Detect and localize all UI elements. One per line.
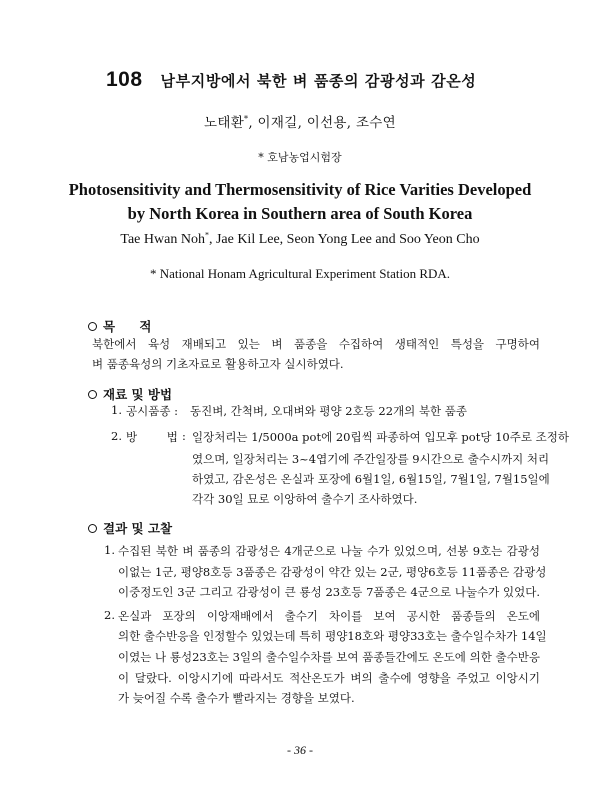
results-item-2-line-4: 이 달랐다. 이앙시기에 따라서도 적산온도가 벼의 출수에 영향을 주었고 이앙시기 (118, 671, 540, 685)
english-other-authors: , Jae Kil Lee, Seon Yong Lee and Soo Yeon Cho (208, 232, 480, 247)
korean-author-mark: * (244, 114, 249, 124)
methods-item-2-line-4: 각각 30일 묘로 이앙하여 출수기 조사하였다. (192, 492, 418, 506)
abstract-number: 108 (106, 68, 143, 91)
results-item-2-line-2: 의한 출수반응을 인정할수 있었는데 특히 평양18호와 평양33호는 출수일수차가 14일 (118, 629, 547, 643)
methods-item-1-number: 1. (111, 403, 122, 417)
english-title-line-2: by North Korea in Southern area of South Korea (127, 204, 473, 223)
results-item-2-line-5: 가 늦어질 수록 출수가 빨라지는 경향을 보였다. (118, 691, 355, 705)
english-first-author: Tae Hwan Noh (120, 232, 205, 247)
korean-affiliation: * 호남농업시험장 (258, 151, 342, 164)
purpose-heading-text: 목 적 (103, 319, 162, 334)
english-title-line-1: Photosensitivity and Thermosensitivity of Rice Varities Developed (68, 180, 532, 199)
korean-authors (0, 111, 600, 131)
methods-item-2-label: 방 법 (126, 430, 178, 444)
methods-heading (88, 385, 172, 403)
english-affiliation: * National Honam Agricultural Experiment Station RDA. (149, 266, 451, 281)
results-item-2-line-3: 이였는 나 룡성23호는 3일의 출수일수차를 보여 품종들간에도 온도에 의한 출수반응 (118, 650, 540, 664)
methods-item-1-label: 공시품종 : (126, 404, 178, 418)
english-authors (0, 232, 600, 248)
methods-item-2-line-1: 일장처리는 1/5000a pot에 20립씩 파종하여 입모후 pot당 10주로 조정하 (192, 430, 569, 444)
purpose-heading (88, 317, 162, 335)
results-item-1-number: 1. (104, 543, 115, 557)
circle-bullet-icon (88, 390, 97, 399)
results-item-1-line-1: 수집된 북한 벼 품종의 감광성은 4개군으로 나눌 수가 있었으며, 선봉 9호는 감광성 (118, 544, 540, 558)
page-number: - 36 - (287, 743, 313, 757)
purpose-line-2: 벼 품종육성의 기초자료로 활용하고자 실시하였다. (92, 357, 344, 371)
results-item-2-line-1: 온실과 포장의 이앙재배에서 출수기 차이를 보여 공시한 품종들의 온도에 (118, 609, 540, 623)
methods-item-1-text: 동진벼, 간척벼, 오대벼와 평양 2호등 22개의 북한 품종 (190, 404, 468, 418)
title-row (106, 68, 566, 92)
korean-first-author: 노태환 (204, 115, 245, 131)
results-item-2-number: 2. (104, 608, 115, 622)
methods-heading-text: 재료 및 방법 (103, 387, 173, 402)
circle-bullet-icon (88, 524, 97, 533)
methods-item-2-colon: : (182, 429, 186, 443)
methods-item-2-line-2: 였으며, 일장처리는 3~4엽기에 주간일장를 9시간으로 출수시까지 처리 (192, 452, 550, 466)
results-heading-text: 결과 및 고찰 (103, 521, 173, 536)
results-item-1-line-2: 이없는 1군, 평양8호등 3품종은 감광성이 약간 있는 2군, 평양6호등 11품종은 감광성 (118, 565, 547, 579)
english-author-mark: * (204, 230, 209, 240)
circle-bullet-icon (88, 322, 97, 331)
korean-title: 남부지방에서 북한 벼 품종의 감광성과 감온성 (160, 72, 477, 90)
methods-item-2-number: 2. (111, 429, 122, 443)
korean-other-authors: , 이재길, 이선용, 조수연 (248, 115, 396, 131)
purpose-line-1: 북한에서 육성 재배되고 있는 벼 품종을 수집하여 생태적인 특성을 구명하여 (92, 337, 540, 351)
methods-item-2-line-3: 하였고, 감온성은 온실과 포장에 6월1일, 6월15일, 7월1일, 7월15일에 (192, 472, 550, 486)
results-heading (88, 519, 172, 537)
results-item-1-line-3: 이중정도인 3군 그리고 감광성이 큰 룡성 23호등 7품종은 4군으로 나눌수가 있었다. (118, 585, 540, 599)
